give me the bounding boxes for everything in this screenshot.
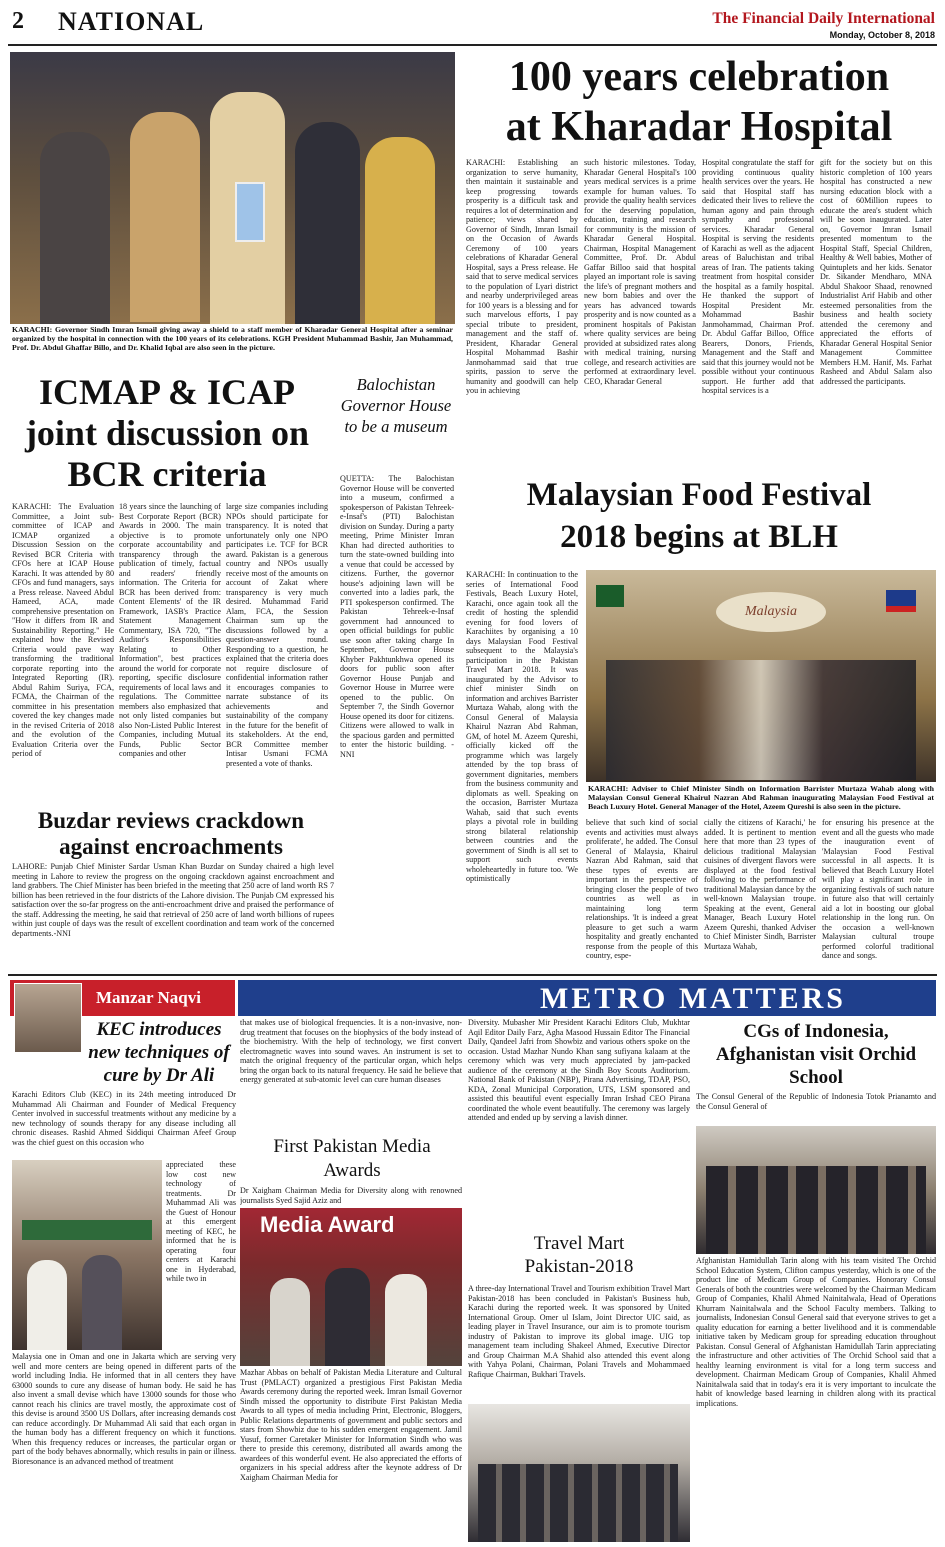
paper-date: Monday, October 8, 2018 xyxy=(829,30,935,40)
buzdar-body: LAHORE: Punjab Chief Minister Sardar Usman Khan Buzdar on Sunday chaired a high level meeting in Lahore to review the progress on the ongoing crackdown against encroachment and land grabbers. The Chief Minister has been briefed in the meeting that 250 acre of land worth RS 7 billion has been retrieved in the four districts of the Lahore division. The Punjab CM expressed his satisfaction over the so-far progress on the anti-encroachment drive and praised the performance of the staff. Addressing the meeting, he said that retrieval of 250 acre of land worth billions of rupees within just couple of days was the result of excellent coordination and team work of the concerned departments.-NNI xyxy=(12,862,334,938)
metro-banner-title: METRO MATTERS xyxy=(540,982,846,1015)
kharadar-col-4: gift for the society but on this historic completion of 100 years hospital has constructed a new nursing education block with a cost of 60Million rupees to educate the area's student which will be soon inaugurated. Later on, Governor Imran Ismail presented momentum to the Hospital Staff, Special Children, Healthy & Well babies, Mother of Quintuplets and her kids. Senator Dr. Sikander Mendharo, MNA Abdul Shakoor Shaad, renowned Industrialist Arif Habib and other esteemed personalities from the business and health society attended the ceremony and appreciated the efforts of Kharadar General Hospital Senior Management Committee Members H.M. Hanif, Ms. Farhat Rasheed and Abdul Salam also addressed the participants. xyxy=(820,158,932,386)
malaysian-caption: KARACHI: Adviser to Chief Minister Sindh on Information Barrister Murtaza Wahab along with Malaysian Consul General Khairul Nazran Abd Rahman inaugurating Malaysian Food Festival at Beach Luxury Hotel. General Manager of the Hotel, Azeem Qureshi is also seen in the picture. xyxy=(588,784,934,811)
icmap-headline: ICMAP & ICAP joint discussion on BCR criteria xyxy=(24,372,310,494)
kharadar-col-1: KARACHI: Establishing an organization to serve humanity, then maintain it sustainable and keep progressing towards prosperity is a difficult task and requires a lot of determination and patience; views shared by Governor of Sindh, Imran Ismail on the Occasion of Awards Ceremony of 100 years celebrations of Kharadar General Hospital, says a Press release. He said that to serve medical services to the population of Lyari district and nearby underprivileged areas for 100 years is a blessing and for such marvelous efforts, I pay special tribute to president, management and the staff of. President, Kharadar General Hospital Mohammad Bashir Janmohammad said that true spirits, passion to serve the humanity and goodwill can help you in achieving xyxy=(466,158,578,395)
orchid-intro: The Consul General of the Republic of Indonesia Totok Prianamto and the Consul General of xyxy=(696,1092,936,1111)
media-top: that makes use of biological frequencies. It is a non-invasive, non-drug treatment that focuses on the biophysics of the body instead of the biochemistry. With the help of technology, we first convert electromagnetic waves into sound waves. An instrument is set to match the original frequency of the particular organ, which helps bring the organ back to its natural frequency. He said he believe that energy generated at sub-atomic level can cure human diseases xyxy=(240,1018,462,1084)
media-headline: First Pakistan Media Awards xyxy=(273,1136,431,1181)
buzdar-headline-1: Buzdar reviews crackdown xyxy=(37,808,305,833)
kec-body-2: appreciated these low cost new technology of treatments. Dr Muhammad Ali was the Guest of Honour at this emergent meeting of KEC, he informed that he is operating four centers at Karachi one in Hyderabad, while two in xyxy=(166,1160,236,1283)
travel-headline: Travel Mart Pakistan-2018 xyxy=(524,1233,634,1277)
kharadar-col-2: such historic milestones. Today, Kharadar General Hospital's 100 years medical services is a prime example for human values. To provide the quality health services for the deserving population, education, training and research for community is the mission of Kharadar General Hospital. Chairman, Hospital Management Committee, Prof. Dr. Abdul Gaffar Billoo said that hospital played an important role is saving the life's of pregnant mothers and new born babies and over the years has advanced towards prosperity and is now counted as a prominent hospitals of Pakistan where quality services are being provided at subsidized rates along with medical training, nursing college, and research activities are performed at extraordinary level. CEO, Kharadar General xyxy=(584,158,696,386)
kec-body-1: Karachi Editors Club (KEC) in its 24th meeting introduced Dr Muhammad Ali Chairman and Founder of Medical Frequency Center involved in successful treatments without any medicine by a new technology of sounds therapy for any disease including all chronic diseases. Rashid Ahmed Siddiqui Chairman Afeef Group was the chief guest on this occasion who xyxy=(12,1090,236,1147)
malaysian-headline-2: 2018 begins at BLH xyxy=(560,519,838,555)
author-photo xyxy=(14,983,82,1053)
paper-name: The Financial Daily International xyxy=(712,10,935,27)
masthead-rule xyxy=(8,44,937,46)
malaysian-photo xyxy=(586,570,936,782)
kec-headline: KEC introduces new techniques of cure by Dr Ali xyxy=(88,1019,230,1086)
section-divider xyxy=(8,974,937,976)
media-banner-text: Media Award xyxy=(260,1212,395,1237)
page-number: 2 xyxy=(12,8,24,34)
icmap-col-1: KARACHI: The Evaluation Committee, a Joint sub- committee of ICAP and ICMAP organized a Discussion Session on the Revised BCR Criteria with CFOs here at ICAP House Karachi. It was attended by 80 CFOs and fund managers, says a Press release. Naveed Abdul Hameed, ACA, made comprehensive presentation on "How it differs from IR and Sustainability Reporting." He explained how the Revised Criteria would pave way transforming the traditional corporate reporting into the Integrated Reporting (IR). Abdul Rahim Suriya, FCA, FCMA, the Chairman of the committee in his presentation covered the key changes made in the revised Criteria of 2018 and the evolution of the Evaluation Criteria over the period of xyxy=(12,502,114,758)
balochistan-headline: Balochistan Governor House to be a museum xyxy=(340,375,452,436)
section-title: NATIONAL xyxy=(58,7,205,36)
kec-body-3: Malaysia one in Oman and one in Jakarta which are serving very well and more centers are being opened in different parts of the world including India. He informed that in all centers they have 63000 sounds to cure any disease of human body. He said he has also invent a small devise which have 13000 sounds for those who cannot reach his clinics are travel mostly, the approximate cost of this devise is around 3500 US Dollars, after increasing demands cost can reduce accordingly. Dr Muhammad Ali said that each organ in the human body has a different frequency on which it functions. When this frequency reduces or increases, the particular organ or part of the body behaves abnormally, which results in pain or illness. Bioresonance is an advanced method of treatment xyxy=(12,1352,236,1466)
author-name: Manzar Naqvi xyxy=(96,988,201,1007)
masthead xyxy=(0,0,945,44)
travel-photo xyxy=(468,1404,690,1542)
media-continued: Diversity. Mubasher Mir President Karachi Editors Club, Mukhtar Aqil Editor Daily Farz, Agha Masood Hussain Editor The Financial Daily, Qandeel Jafri from Showbiz and various others spoke on the occasion. Ustad Mazhar Nundo Khan sang sufiyana kalaam at the ceremony which was very much appreciated by jam-packed audience of the ceremony at the Sindh Boy Scouts Auditorium. National Bank of Pakistan (NBP), Pirana Advertising, TDAP, PSO, KDA, Zonal Municipal Corporation, UTS, LSM sponsored and assisted this beautiful event especially Imran Irshad CEO Pirana coordinated the whole event beautifully. The ceremony was largely attended and ended up by serving a lavish dinner. xyxy=(468,1018,690,1122)
malaysian-col-2: believe that such kind of social events and activities must always proliferate', he added. The Consul General of Malaysia, Khairul Nazran Abd Rahman, said that these types of events are important in the perspective of bringing closer the people of two countries as well as in maintaining long term relationships. 'It is indeed a great pleasure to get such a warm hospitality and greatly enchanted response from the people of this country, espe- xyxy=(586,818,698,960)
icmap-col-3: large size companies including NPOs should participate for transparency. It is noted that unfortunately only one NPO participates i.e. TCF for BCR award. Pakistan is a generous country and NPOs usually receive most of the amounts on account of Zakat where transparency is very much desired. Muhammad Farid Alam, FCA, the Session Chairman sum up the discussions followed by a question-answer round. Responding to a question, he explained that the criteria does not require disclosure of confidential information rather it encourages companies to narrate substance of its achievements and sustainability of the company in the future for the benefit of its stakeholders. At the end, BCR Committee member Intisar Usmani FCMA presented a vote of thanks. xyxy=(226,502,328,768)
kharadar-headline-1: 100 years celebration xyxy=(508,54,890,100)
kharadar-col-3: Hospital congratulate the staff for providing continuous quality health services over the years. He said that Hospital staff has dedicated their lives to relieve the human agony and pain through sympathy and professional services. Kharadar General Hospital is serving the residents of Karachi as well as the adjacent areas of Baluchistan and tribal areas of Iran. The patients taking treatment from hospital consider the hospital as a family hospital. He thanked the support of Hospital President Mr. Mohammad Bashir Janmohammad, Chairman Prof. Dr. Abdul Gaffar Billoo, Office Bearers, Donors, Friends, Management and the Staff and said that this journey would not be possible without your continuous support. He further add that hospital services is a xyxy=(702,158,814,395)
orchid-headline: CGs of Indonesia, Afghanistan visit Orchid School xyxy=(715,1021,917,1088)
orchid-body: Afghanistan Hamidullah Tarin along with his team visited The Orchid School Education System, Clifton campus yesterday, which is one of the product line of Medicam Group of Companies. Honorary Consul Generals of both the countries were welcomed by the Chairman Medicam Group of Companies, Khalil Ahmed Nainitalwala, Head of Operations Khurram Nainitalwala and the School Faculty members. Talking to journalists, Indonesian Consul General said that everyone strives to get a quality education for earning a better livelihood and it is commendable initiative taken by Medicam group for spreading education throughout Pakistan. Consul General of Afghanistan Hamidullah Tarin appreciating the infrastructure and other activities of The Orchid School said that a healthy learning environment is vital for a long term success and development. Chairman Medicam Group of Companies, Khalil Ahmed Nainitalwala said that in today's era it is very important to inculcate the habit of knowledge based learning in children along with its practical implications. xyxy=(696,1256,936,1408)
icmap-col-2: 18 years since the launching of Best Corporate Report (BCR) Awards in 2000. The main objective is to promote corporate accountability and transparency through the publication of timely, factual and readers' friendly information. The Criteria for BCR has been derived from: Content Elements' of the IR Framework, IASB's Practice Statement Management Commentary, ISA 720, "The Auditor's Responsibilities Relating to Other Information", best practices around the world for corporate reporting, specific disclosure requirements of local laws and regulations. The Committee members also emphasized that not only listed companies but also Non-Listed Public Interest Companies, including Mutual Funds, Public Sector companies and other xyxy=(119,502,221,758)
media-photo xyxy=(240,1208,462,1366)
orchid-photo xyxy=(696,1126,936,1254)
travel-body: A three-day International Travel and Tourism exhibition Travel Mart Pakistan-2018 has been concluded in Pakistan's Business hub, Karachi during the reported week. It was sponsored by United International Group. Omer ul Islam, Joint Director UIC said, as leading player in Travel Insurance, our aim is to promote tourism industry of Pakistan to improve its global image. UIG top management team including Shakeel Ahmed, Executive Director and Group Chairman M.A Shahid also attended this event along with Yahya Polani, Chairman, Polani Travels and Mohammaed Rafique Chairman, Bukhari Travels. xyxy=(468,1284,690,1379)
malaysia-sign: Malaysia xyxy=(716,592,826,632)
kharadar-headline-2: at Kharadar Hospital xyxy=(505,104,893,150)
balochistan-body: QUETTA: The Balochistan Governor House will be converted into a museum, confirmed a spokesperson of Pakistan Tehreek-e-Insaf's (PTI) Balochistan division on Sunday. During a party meeting, Prime Minister Imran Khan had directed authorities to turn the state-owned building into a venue that could be accessed by citizens. Further, the governor house's adjoining lawn will be converted into a ladies park, the PTI spokesperson confirmed. The Pakistan Tehreek-e-Insaf government had announced to open official buildings for public use soon after taking charge In September, Governor House Khyber Pakhtunkhwa opened its doors for public soon after Governor House Punjab and Governor House in Murree were opened to the public. On September 7, the Sindh Governor House opened its door for citizens. Citizens were allowed to walk in the spacious garden and permitted to enter the historic building. - NNI xyxy=(340,474,454,759)
kharadar-photo xyxy=(10,52,455,324)
malaysian-headline-1: Malaysian Food Festival xyxy=(526,477,872,513)
media-intro: Dr Xaigham Chairman Media for Diversity along with renowned journalists Syed Sajid Aziz and xyxy=(240,1186,462,1205)
kharadar-caption: KARACHI: Governor Sindh Imran Ismail giving away a shield to a staff member of Kharadar General Hospital after a seminar organized by the hospital in connection with the 100 years of its celebrations. KGH President Muhammad Bashir, Jan Muhammad, Prof. Dr. Abdul Ghaffar Billo, and Dr. Khalid Iqbal are also seen in the picture. xyxy=(12,325,453,352)
buzdar-headline-2: against encroachments xyxy=(59,834,283,859)
media-body: Mazhar Abbas on behalf of Pakistan Media Literature and Cultural Trust (PMLACT) organized a prestigious First Pakistan Media Awards ceremony during the reported week. Imran Ismail Governor Sindh missed the opportunity to distribute First Pakistan Media Awards to all types of media including Print, Electronic, Bloggers, Public Relations departments of government and public sectors and stars from Showbiz due to his sudden emergent engagement. Jamil Yusuf, former Caretaker Minister for Information Sindh who was there to preside this ceremony, distributed all awards among the awardees of this wonderful event. He also appreciated the efforts of organizers in his special address after the keynote address of Dr Xaigham Chairman Media for xyxy=(240,1368,462,1482)
malaysian-col-1: KARACHI: In continuation to the series of International Food Festivals, Beach Luxury Hotel, Karachi, once again took all the credit of hosting the splendid evening for food lovers of Karachiites by organising a 10 days Malaysian Food Festival subsequent to the Malaysia's participation in the Pakistan Travel Mart 2018. It was inaugurated by the Advisor to chief minister Sindh on information and archives Barrister Murtaza Wahab, along with the Consul General of Malaysia Khairul Nazran Abd Rahman, GM, of hotel M. Azeem Qureshi, officially kicked off the programme which was largely attended by the top brass of government dignitaries, members from the business community and diplomats as well. Speaking on the occasion, Barrister Murtaza Wahab, said that such events plays a pivotal role in building strong bilateral relationship between countries and the government of Sindh is all set to support such events wholeheartedly in future too. 'We optimistically xyxy=(466,570,578,883)
malaysian-col-4: for ensuring his presence at the event and all the guests who made the inauguration event of 'Malaysian Food Festival successful in all aspects. It is believed that Beach Luxury Hotel will play a significant role in organizing festivals of such nature in future also that will certainly aid a lot in boosting our global relationship in the long run. On the occasion a well-known Malaysian cultural troupe performed colorful traditional dance and songs. xyxy=(822,818,934,960)
malaysian-col-3: cially the citizens of Karachi,' he added. It is pertinent to mention here that more than 23 types of delicious traditional Malaysian cuisines of divergent flavors were displayed at the food festival following to the performance of traditional Malaysian dance by the well-known Malaysian troupe. Speaking at the event, General Manager, Beach Luxury Hotel Azeem Qureshi, thanked Adviser to Chief Minister Sindh, Barrister Murtaza Wahab, xyxy=(704,818,816,951)
kec-photo xyxy=(12,1160,162,1350)
